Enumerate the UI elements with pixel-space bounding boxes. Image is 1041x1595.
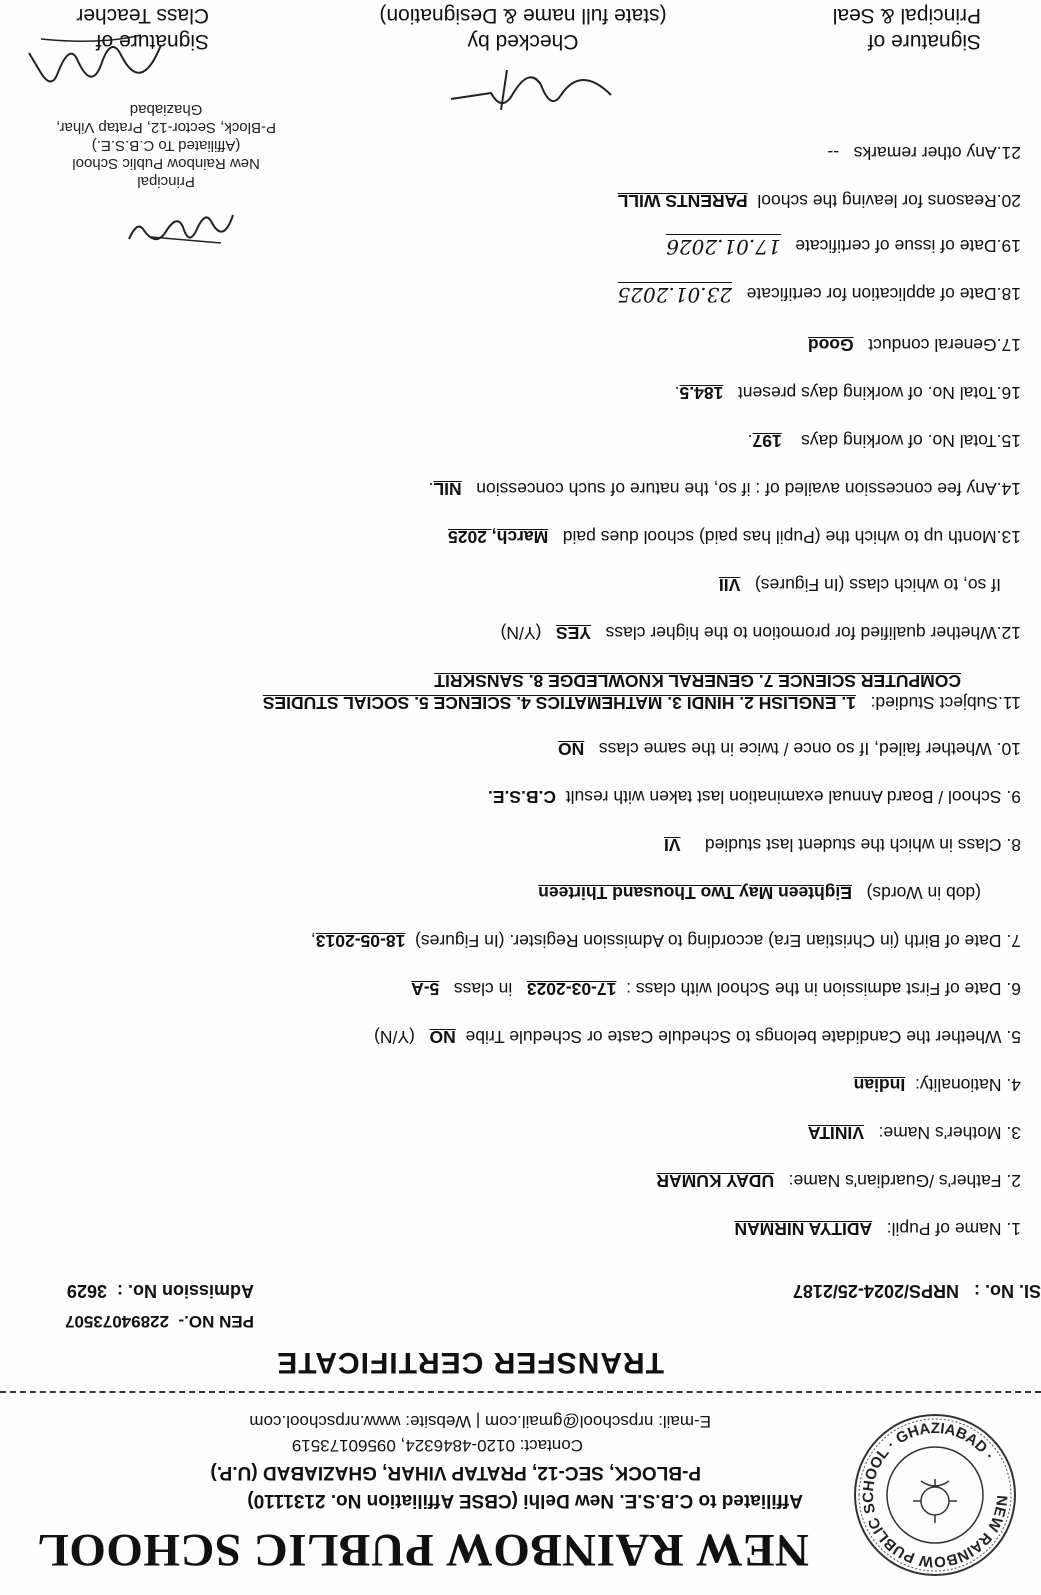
field-label: 15.Total No. of working days: [801, 431, 1021, 451]
field-board-exam: [488, 786, 1021, 807]
field-value: UDAY KUMAR: [656, 1171, 775, 1191]
field-value: C.B.S.E.: [487, 787, 556, 807]
field-caste: [374, 1026, 1021, 1047]
field-label: 8. Class in which the student last studied: [704, 835, 1021, 855]
checked-by-signature-icon: [421, 65, 621, 115]
field-value: --: [827, 143, 840, 163]
field-label: 16.Total No. of working days present: [737, 383, 1021, 403]
field-value: Good: [807, 335, 854, 355]
field-value: Indian: [853, 1075, 906, 1095]
field-label: 21.Any other remarks: [853, 143, 1021, 163]
stamp-line: Principal: [137, 173, 195, 190]
field-nationality: [854, 1074, 1021, 1095]
field-first-admission: [411, 978, 1021, 999]
field-value: Eighteen May Two Thousand Thirteen: [538, 883, 852, 903]
field-label: 9. School / Board Annual examination last taken with result: [565, 787, 1021, 807]
field-label: 14.Any fee concession availed of : if so, the nature of such concession: [476, 479, 1021, 499]
field-dob-words: [538, 882, 981, 903]
field-value: NIL: [433, 479, 462, 499]
field-value: ADITYA NIRMAN: [734, 1219, 873, 1239]
field-value: 184.5: [679, 383, 724, 403]
field-value-line1: 1. ENGLISH 2. HINDI 3. MATHEMATICS 4. SCIENCE 5. SOCIAL STUDIES: [262, 693, 856, 713]
field-label: 20.Reasons for leaving the school: [757, 191, 1021, 211]
field-label: (dob in Words): [866, 883, 981, 903]
sig-line: Signature of: [867, 30, 981, 53]
sig-line: (state full name & Designation): [379, 4, 667, 27]
affiliation-line: Affiliated to C.B.S.E. New Delhi (CBSE Affiliation No. 2131110): [247, 1490, 803, 1511]
field-value: 197: [752, 431, 782, 451]
sig-line: Signature of: [95, 30, 209, 53]
principal-stamp: [56, 100, 276, 190]
field-value: VINITA: [807, 1123, 864, 1143]
email-website-line: E-mail: nrpschool@gmail.com | Website: www.nrpschool.com: [249, 1412, 711, 1431]
principal-signature-caption: [833, 2, 981, 54]
field-days-present: 16.Total No. of working days present 184.5.: [674, 383, 1021, 403]
school-seal-icon: [851, 1411, 1019, 1579]
field-label: 10. Whether failed, If so once / twice in the same class: [598, 739, 1021, 759]
stamp-line: Ghaziabad: [129, 101, 203, 118]
field-conduct: [808, 334, 1021, 355]
field-label: 4. Nationality:: [914, 1075, 1021, 1095]
checked-by-caption: [313, 2, 733, 54]
field-dues-paid: [448, 526, 1021, 547]
seal-ring-text: NEW RAINBOW PUBLIC SCHOOL · GHAZIABAD ·: [859, 1419, 1011, 1571]
field-label: 6. Date of First admission in the School with class :: [626, 979, 1021, 999]
field-promotion: [501, 622, 1021, 643]
field-last-class: [664, 834, 1021, 855]
sig-line: Class Teacher: [76, 4, 209, 27]
stamp-line: (Affiliated To C.B.S.E.): [91, 137, 241, 154]
field-label: 12.Whether qualified for promotion to the higher class: [605, 623, 1021, 643]
pen-value: 22894073507: [64, 1312, 169, 1331]
field-label: 7. Date of Birth (in Christian Era) according to Admission Register. (In Figures): [415, 931, 1021, 951]
field-mid: in class: [453, 979, 513, 999]
field-issue-date: [666, 234, 1021, 259]
field-remarks: [827, 142, 1021, 163]
field-subjects: [263, 692, 1021, 713]
field-label: 2. Father's /Guardian's Name:: [788, 1171, 1021, 1191]
field-value: 17-03-2023: [526, 979, 617, 999]
field-promotion-class: [719, 574, 1001, 595]
pen-number: [65, 1311, 254, 1331]
field-mother-name: [808, 1122, 1021, 1143]
field-label: 17.General conduct: [868, 335, 1021, 355]
field-label: 19.Date of issue of certificate: [795, 236, 1021, 256]
field-pupil-name: [734, 1218, 1021, 1239]
field-failed: [558, 738, 1021, 759]
admission-label: Admission No. :: [116, 1281, 254, 1301]
pen-label: PEN NO.-: [178, 1312, 254, 1331]
field-class: 5-A: [411, 979, 440, 999]
school-name: NEW RAINBOW PUBLIC SCHOOL: [36, 1524, 809, 1576]
field-label: 11.Subject Studied:: [870, 693, 1021, 713]
serial-number: [793, 1280, 1041, 1301]
contact-line: Contact: 0120-4846324, 09560173519: [291, 1436, 583, 1455]
field-value: 23.01.2025: [617, 283, 733, 307]
stamp-line: P-Block, Sector-12, Pratap Vihar,: [56, 119, 276, 136]
serial-value: NRPS/2024-25/2187: [792, 1281, 959, 1301]
field-working-days: 15.Total No. of working days 197.: [747, 431, 1021, 451]
field-value: 18-05-2013: [315, 931, 406, 951]
field-value: 17.01.2026: [666, 235, 781, 259]
dashed-divider: [0, 1391, 1041, 1393]
field-value: PARENTS WILL: [617, 191, 748, 211]
field-subjects-cont: [434, 670, 961, 691]
field-label: 5. Whether the Candidate belongs to Schedule Caste or Schedule Tribe: [465, 1027, 1021, 1047]
certificate-title: TRANSFER CERTIFICATE: [276, 1346, 664, 1379]
field-label: 18.Date of application for certificate: [746, 284, 1021, 304]
field-value: NO: [558, 739, 585, 759]
stamp-line: New Rainbow Public School: [72, 155, 260, 172]
field-value-line2: COMPUTER SCIENCE 7. GENERAL KNOWLEDGE 8. SANSKRIT: [434, 671, 961, 691]
field-fee-concession: 14.Any fee concession availed of : if so, the nature of such concession NIL.: [428, 479, 1021, 499]
field-label: 1. Name of Pupil:: [886, 1219, 1021, 1239]
admission-value: 3629: [66, 1281, 107, 1301]
principal-signature-icon: [121, 205, 241, 255]
school-address: P-BLOCK, SEC-12, PRATAP VIHAR, GHAZIABAD (U.P.): [210, 1462, 701, 1483]
class-teacher-signature-caption: [76, 2, 209, 54]
field-value: NO: [429, 1027, 456, 1047]
field-suffix: (Y/N): [374, 1027, 415, 1047]
field-application-date: [618, 282, 1021, 307]
serial-label: SI. No. :: [974, 1281, 1041, 1301]
field-label: 13.Month up to which the (Pupil has paid) school dues paid: [562, 527, 1021, 547]
seal-emblem: [913, 1479, 957, 1523]
svg-text:NEW RAINBOW PUBLIC SCHOOL · GH: [860, 1420, 1010, 1570]
field-value: March, 2025: [447, 527, 549, 547]
field-value: YES: [556, 623, 592, 643]
field-value: VI: [663, 835, 681, 855]
admission-number: [67, 1280, 254, 1301]
field-suffix: (Y/N): [500, 623, 542, 643]
field-father-name: [656, 1170, 1021, 1191]
field-value: VII: [718, 575, 741, 595]
field-date-of-birth: 7. Date of Birth (in Christian Era) according to Admission Register. (In Figures) 18-05-2013,: [310, 931, 1021, 951]
sig-line: Principal & Seal: [832, 4, 981, 27]
sig-line: Checked by: [467, 30, 579, 53]
field-label: 3. Mother's Name:: [878, 1123, 1021, 1143]
field-leaving-reason: [618, 190, 1021, 211]
field-label: If so, to which class (In Figures): [754, 575, 1001, 595]
